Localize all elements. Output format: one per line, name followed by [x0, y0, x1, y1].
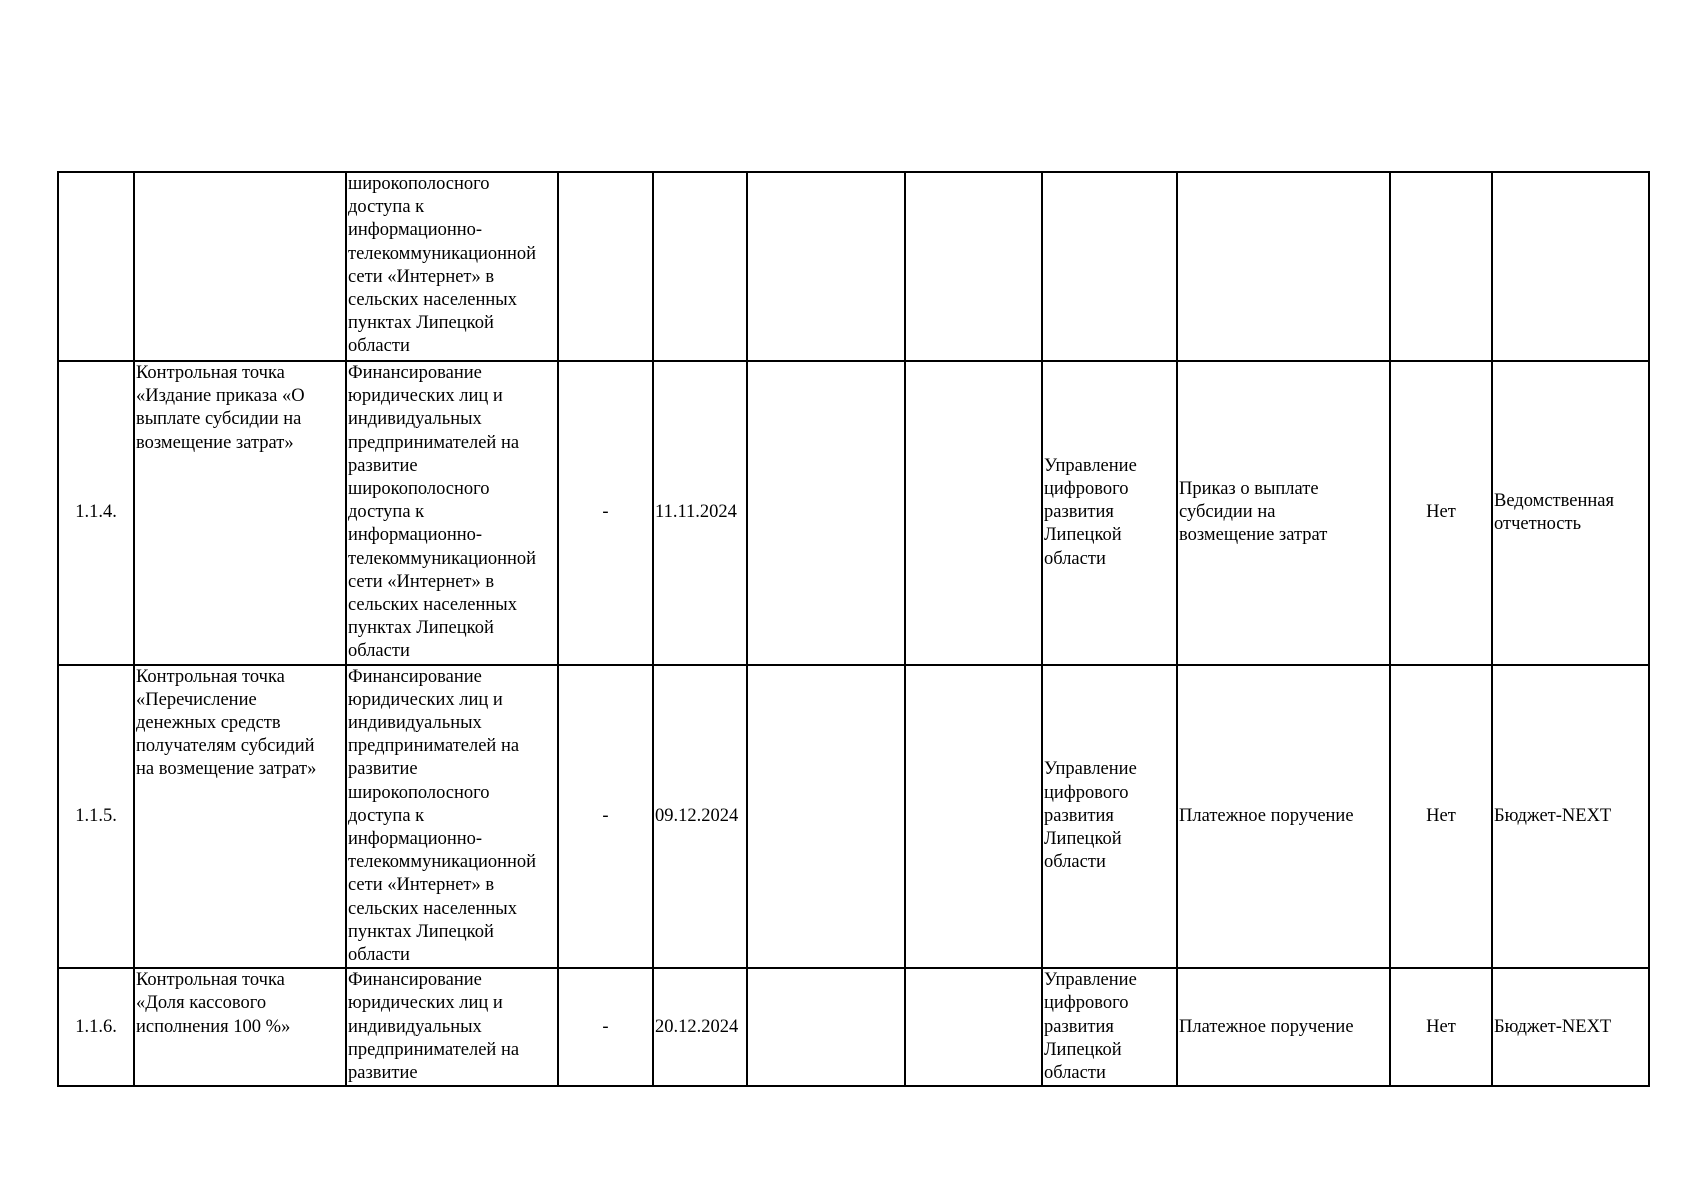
end-date-cell — [653, 172, 747, 361]
empty-cell — [747, 968, 905, 1086]
flag-cell: Нет — [1390, 665, 1492, 969]
control-points-table — [57, 171, 1650, 1087]
end-date-cell: 09.12.2024 — [653, 665, 747, 969]
control-point-name-cell: Контрольная точка «Издание приказа «О выплате субсидии на возмещение затрат» — [134, 361, 346, 665]
control-point-name-cell: Контрольная точка «Доля кассового исполнения 100 %» — [134, 968, 346, 1086]
flag-cell — [1390, 172, 1492, 361]
responsible-cell: Управление цифрового развития Липецкой области — [1042, 968, 1177, 1086]
control-point-name-cell: Контрольная точка «Перечисление денежных средств получателям субсидий на возмещение затрат» — [134, 665, 346, 969]
start-date-cell — [558, 172, 653, 361]
document-type-cell — [1177, 172, 1390, 361]
table-row — [58, 361, 1649, 665]
document-type-cell: Приказ о выплате субсидии на возмещение затрат — [1177, 361, 1390, 665]
document-type-cell: Платежное поручение — [1177, 968, 1390, 1086]
document-type-cell: Платежное поручение — [1177, 665, 1390, 969]
flag-cell: Нет — [1390, 968, 1492, 1086]
control-point-name-cell — [134, 172, 346, 361]
responsible-cell: Управление цифрового развития Липецкой области — [1042, 665, 1177, 969]
row-number-cell — [58, 172, 134, 361]
source-cell: Ведомственная отчетность — [1492, 361, 1649, 665]
responsible-cell: Управление цифрового развития Липецкой области — [1042, 361, 1177, 665]
start-date-cell: - — [558, 968, 653, 1086]
empty-cell — [747, 172, 905, 361]
description-cell: Финансирование юридических лиц и индивидуальных предпринимателей на развитие широкополосного доступа к информационно- телекоммуникационной сети «Интернет» в сельских населенных пунктах Липецкой области — [346, 361, 558, 665]
table-row — [58, 172, 1649, 361]
empty-cell — [905, 361, 1042, 665]
empty-cell — [905, 665, 1042, 969]
empty-cell — [747, 361, 905, 665]
description-cell: Финансирование юридических лиц и индивидуальных предпринимателей на развитие — [346, 968, 558, 1086]
start-date-cell: - — [558, 361, 653, 665]
source-cell: Бюджет-NEXT — [1492, 665, 1649, 969]
responsible-cell — [1042, 172, 1177, 361]
source-cell — [1492, 172, 1649, 361]
end-date-cell: 11.11.2024 — [653, 361, 747, 665]
empty-cell — [747, 665, 905, 969]
row-number-cell: 1.1.5. — [58, 665, 134, 969]
start-date-cell: - — [558, 665, 653, 969]
table-row — [58, 665, 1649, 969]
empty-cell — [905, 968, 1042, 1086]
empty-cell — [905, 172, 1042, 361]
description-cell: Финансирование юридических лиц и индивидуальных предпринимателей на развитие широкополосного доступа к информационно- телекоммуникационной сети «Интернет» в сельских населенных пунктах Липецкой области — [346, 665, 558, 969]
table-row — [58, 968, 1649, 1086]
source-cell: Бюджет-NEXT — [1492, 968, 1649, 1086]
row-number-cell: 1.1.6. — [58, 968, 134, 1086]
row-number-cell: 1.1.4. — [58, 361, 134, 665]
flag-cell: Нет — [1390, 361, 1492, 665]
end-date-cell: 20.12.2024 — [653, 968, 747, 1086]
description-cell: широкополосного доступа к информационно- телекоммуникационной сети «Интернет» в сельских населенных пунктах Липецкой области — [346, 172, 558, 361]
